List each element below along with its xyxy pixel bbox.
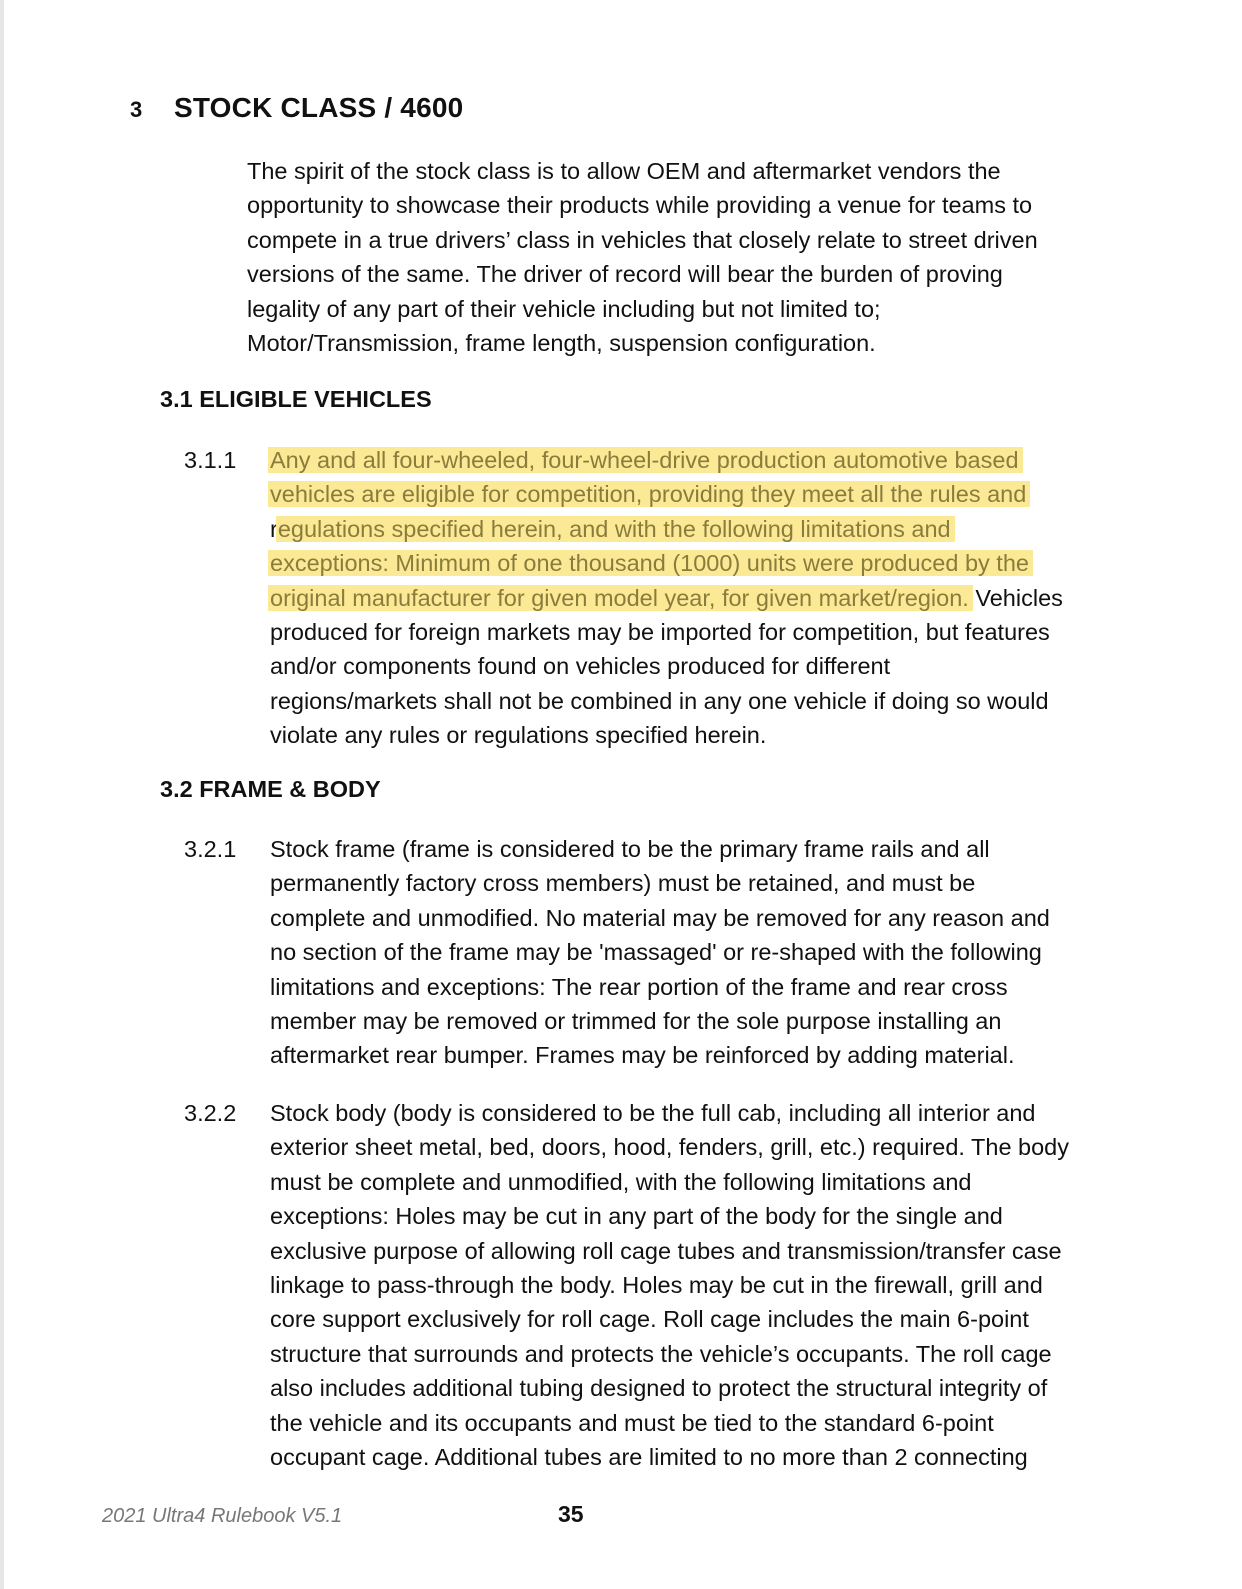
highlighted-text: exceptions: Minimum of one thousand (1000) units were produced by the xyxy=(270,550,1029,577)
section-title: STOCK CLASS / 4600 xyxy=(174,92,464,123)
intro-line: Motor/Transmission, frame length, suspension configuration. xyxy=(247,330,876,357)
highlighted-text: original manufacturer for given model year, for given market/region. xyxy=(270,584,969,611)
clause-line xyxy=(270,581,1200,615)
intro-line: legality of any part of their vehicle including but not limited to; xyxy=(247,295,881,322)
clause-line xyxy=(270,477,1200,511)
subsection-heading-eligible-vehicles: 3.1 ELIGIBLE VEHICLES xyxy=(160,386,432,412)
clause-line: member may be removed or trimmed for the sole purpose installing an xyxy=(270,1008,1002,1035)
footer-page-number: 35 xyxy=(558,1501,584,1527)
clause-line: must be complete and unmodified, with the following limitations and xyxy=(270,1168,972,1195)
clause-line: aftermarket rear bumper. Frames may be reinforced by adding material. xyxy=(270,1042,1015,1069)
clause-line: exterior sheet metal, bed, doors, hood, fenders, grill, etc.) required. The body xyxy=(270,1134,1069,1161)
highlighted-text: egulations specified herein, and with the following limitations and xyxy=(277,515,951,542)
section-number: 3 xyxy=(130,97,143,122)
clause-number-3-1-1: 3.1.1 xyxy=(184,447,237,473)
clause-line: core support exclusively for roll cage. Roll cage includes the main 6-point xyxy=(270,1306,1029,1333)
clause-line xyxy=(270,443,1200,477)
clause-line: occupant cage. Additional tubes are limited to no more than 2 connecting xyxy=(270,1444,1028,1471)
clause-number-3-2-1: 3.2.1 xyxy=(184,836,237,862)
clause-line: Stock body (body is considered to be the full cab, including all interior and xyxy=(270,1100,1036,1126)
clause-line: and/or components found on vehicles produced for different xyxy=(270,653,891,680)
clause-line: Stock frame (frame is considered to be the primary frame rails and all xyxy=(270,836,990,862)
clause-line: permanently factory cross members) must be retained, and must be xyxy=(270,870,976,897)
clause-line: regions/markets shall not be combined in any one vehicle if doing so would xyxy=(270,687,1049,714)
footer-document-title: 2021 Ultra4 Rulebook V5.1 xyxy=(102,1505,343,1527)
clause-line: exceptions: Holes may be cut in any part of the body for the single and xyxy=(270,1203,1003,1230)
intro-line: versions of the same. The driver of record will bear the burden of proving xyxy=(247,261,1003,288)
page-edge xyxy=(0,0,4,1589)
clause-line: also includes additional tubing designed to protect the structural integrity of xyxy=(270,1375,1048,1402)
subsection-heading-frame-body: 3.2 FRAME & BODY xyxy=(160,776,381,802)
highlighted-text: vehicles are eligible for competition, providing they meet all the rules and xyxy=(270,481,1027,508)
plain-text: Vehicles xyxy=(968,584,1063,611)
highlighted-text: Any and all four-wheeled, four-wheel-drive production automotive based xyxy=(270,447,1019,473)
section-intro-paragraph xyxy=(247,154,1177,360)
clause-3-1-1-text xyxy=(270,443,1200,753)
clause-line: limitations and exceptions: The rear portion of the frame and rear cross xyxy=(270,973,1008,1000)
clause-3-2-1-text xyxy=(270,832,1200,1073)
clause-number-3-2-2: 3.2.2 xyxy=(184,1100,237,1126)
clause-line: violate any rules or regulations specified herein. xyxy=(270,722,767,749)
intro-line: opportunity to showcase their products while providing a venue for teams to xyxy=(247,192,1033,219)
clause-line: linkage to pass-through the body. Holes may be cut in the firewall, grill and xyxy=(270,1272,1043,1299)
clause-line: complete and unmodified. No material may be removed for any reason and xyxy=(270,904,1050,931)
clause-line: the vehicle and its occupants and must be tied to the standard 6-point xyxy=(270,1409,994,1436)
clause-line: produced for foreign markets may be imported for competition, but features xyxy=(270,619,1050,646)
intro-line: The spirit of the stock class is to allow OEM and aftermarket vendors the xyxy=(247,158,1001,184)
clause-line: no section of the frame may be 'massaged' or re-shaped with the following xyxy=(270,939,1042,966)
plain-text: r xyxy=(270,515,278,542)
clause-line xyxy=(270,512,1200,546)
clause-3-2-2-text xyxy=(270,1096,1200,1474)
intro-line: compete in a true drivers’ class in vehicles that closely relate to street driven xyxy=(247,226,1038,253)
section-heading xyxy=(130,92,463,124)
clause-line: exclusive purpose of allowing roll cage tubes and transmission/transfer case xyxy=(270,1237,1062,1264)
clause-line: structure that surrounds and protects the vehicle’s occupants. The roll cage xyxy=(270,1340,1052,1367)
clause-line xyxy=(270,546,1200,580)
